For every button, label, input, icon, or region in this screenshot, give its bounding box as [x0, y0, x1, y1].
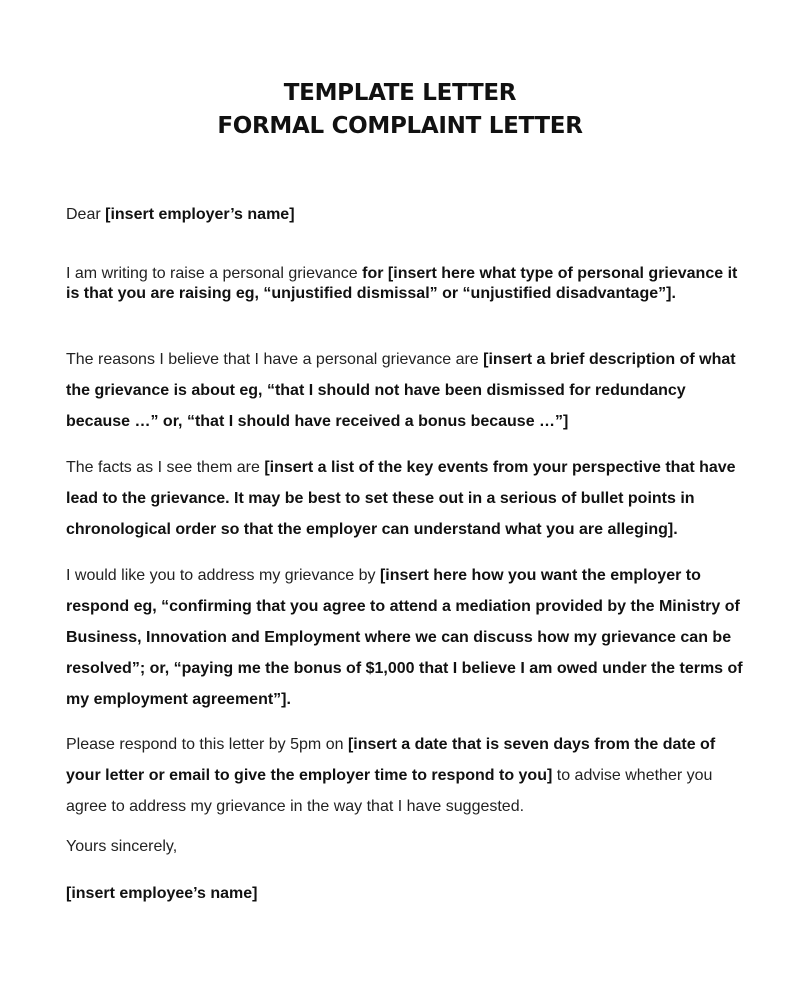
paragraph-text: The facts as I see them are [66, 459, 265, 476]
title-line-2: FORMAL COMPLAINT LETTER [217, 113, 583, 139]
title-line-1: TEMPLATE LETTER [283, 80, 517, 106]
paragraph-placeholder: for [insert here what type of personal grievance it is that you are raising eg, “unjustified dismissal” or “unjustified disadvantage”]. [66, 265, 738, 302]
paragraph-response-deadline [66, 729, 746, 822]
paragraph-text: Please respond to this letter by 5pm on [66, 736, 348, 753]
paragraph-grievance-type [66, 264, 746, 304]
paragraph-placeholder: [insert a date that is seven days from the date of your letter or email to give the employer time to respond to you] [66, 736, 716, 784]
paragraph-text: I would like you to address my grievance by [66, 567, 380, 584]
paragraph-placeholder: [insert here how you want the employer to respond eg, “confirming that you agree to attend a mediation provided by the Ministry of Business, Innovation and Employment where we can discuss how my grievance can be resolved”; or, “paying me the bonus of $1,000 that I believe I am owed under the terms of my employment agreement”]. [66, 567, 743, 708]
salutation-prefix: Dear [66, 206, 106, 223]
paragraph-text: I am writing to raise a personal grievance [66, 265, 363, 282]
paragraph-facts [66, 452, 746, 545]
paragraph-text: The reasons I believe that I have a personal grievance are [66, 351, 484, 368]
paragraph-resolution [66, 560, 746, 715]
paragraph-placeholder: [insert a brief description of what the grievance is about eg, “that I should not have been dismissed for redundancy because …” or, “that I should have received a bonus because …”] [66, 351, 736, 430]
paragraph-text-after: to advise whether you agree to address my grievance in the way that I have suggested. [66, 767, 713, 815]
paragraph-reasons [66, 344, 746, 437]
closing: Yours sincerely, [66, 838, 178, 855]
employer-name-placeholder: [insert employer’s name] [105, 206, 295, 223]
salutation [66, 205, 746, 225]
paragraph-placeholder: [insert a list of the key events from your perspective that have lead to the grievance. It may be best to set these out in a serious of bullet points in chronological order so that the employer can understand what you are alleging]. [66, 459, 736, 538]
employee-name-placeholder: [insert employee’s name] [66, 885, 258, 902]
